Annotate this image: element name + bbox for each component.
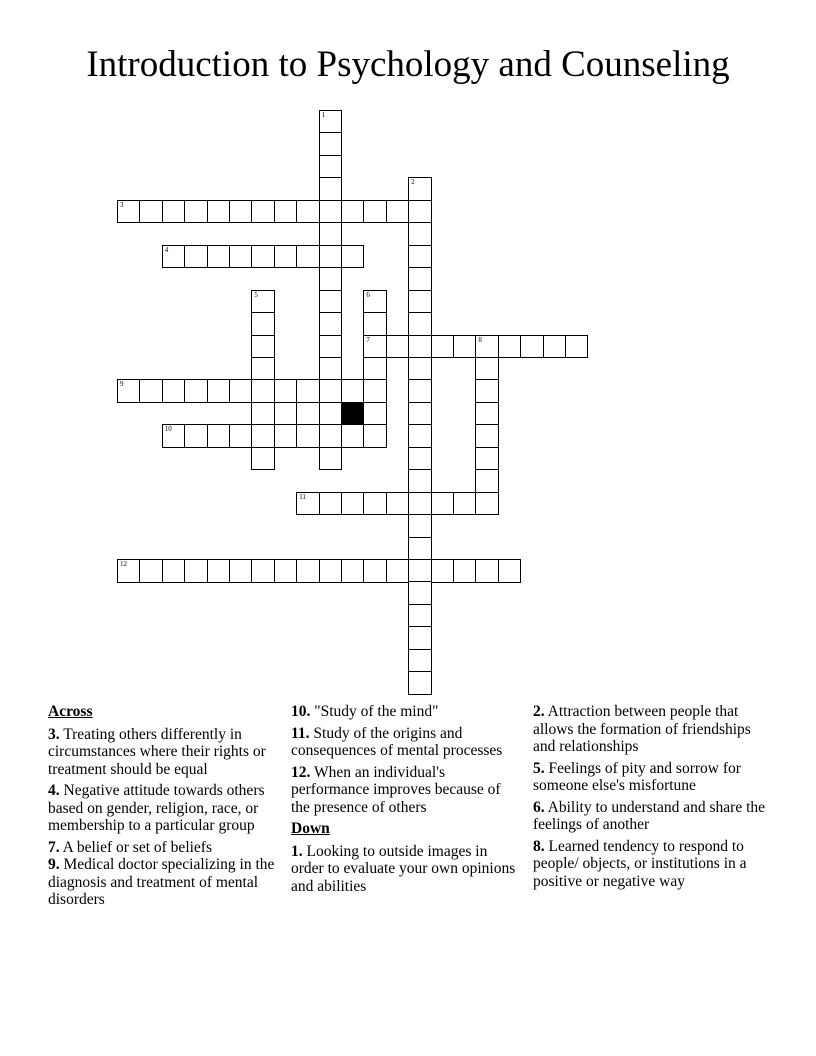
grid-cell[interactable] <box>184 245 207 269</box>
grid-cell[interactable] <box>251 312 274 336</box>
grid-cell[interactable] <box>319 222 342 246</box>
down-heading: Down <box>291 820 330 837</box>
grid-cell[interactable] <box>184 200 207 224</box>
grid-cell[interactable] <box>274 424 297 448</box>
grid-cell[interactable] <box>319 492 342 516</box>
grid-cell[interactable] <box>363 335 386 359</box>
clue-text: Study of the origins and consequences of mental processes <box>291 724 503 759</box>
across-clue-3 <box>48 726 284 779</box>
grid-cell[interactable] <box>229 379 252 403</box>
grid-cell[interactable] <box>296 379 319 403</box>
grid-cell[interactable] <box>319 424 342 448</box>
grid-cell[interactable] <box>319 200 342 224</box>
grid-cell[interactable] <box>408 245 431 269</box>
grid-cell[interactable] <box>453 559 476 583</box>
clue-number: 3. <box>48 725 60 743</box>
grid-cell[interactable] <box>520 335 543 359</box>
cell-number: 10 <box>164 425 172 434</box>
grid-cell[interactable] <box>475 492 498 516</box>
grid-cell[interactable] <box>319 155 342 179</box>
grid-cell[interactable] <box>251 290 274 314</box>
clue-number: 6. <box>533 798 545 816</box>
grid-cell[interactable] <box>341 492 364 516</box>
grid-cell[interactable] <box>117 200 140 224</box>
clue-number: 1. <box>291 842 303 860</box>
cell-number: 11 <box>299 492 306 501</box>
grid-cell[interactable] <box>408 312 431 336</box>
grid-cell[interactable] <box>408 604 431 628</box>
grid-cell[interactable] <box>117 379 140 403</box>
grid-cell[interactable] <box>498 559 521 583</box>
grid-cell[interactable] <box>207 379 230 403</box>
down-clue-8 <box>533 838 773 891</box>
grid-cell[interactable] <box>408 177 431 201</box>
cell-number: 9 <box>120 380 124 389</box>
clue-text: Medical doctor specializing in the diagnosis and treatment of mental disorders <box>48 856 275 908</box>
grid-cell[interactable] <box>319 267 342 291</box>
grid-cell[interactable] <box>475 424 498 448</box>
grid-cell[interactable] <box>408 559 431 583</box>
grid-cell[interactable] <box>319 402 342 426</box>
cell-number: 5 <box>254 290 258 299</box>
grid-cell[interactable] <box>453 492 476 516</box>
grid-cell[interactable] <box>475 469 498 493</box>
grid-cell[interactable] <box>251 424 274 448</box>
grid-cell[interactable] <box>543 335 566 359</box>
clue-text: Looking to outside images in order to evaluate your own opinions and abilities <box>291 842 516 895</box>
grid-cell[interactable] <box>274 402 297 426</box>
across-heading: Across <box>48 703 93 720</box>
grid-cell[interactable] <box>475 447 498 471</box>
grid-cell[interactable] <box>475 379 498 403</box>
grid-cell[interactable] <box>251 335 274 359</box>
grid-cell[interactable] <box>341 424 364 448</box>
grid-cell[interactable] <box>139 379 162 403</box>
grid-cell[interactable] <box>408 290 431 314</box>
grid-cell[interactable] <box>162 559 185 583</box>
cell-number: 4 <box>164 245 169 254</box>
clue-number: 9. <box>48 856 60 873</box>
grid-cell[interactable] <box>363 402 386 426</box>
grid-cell[interactable] <box>229 245 252 269</box>
clue-text: Learned tendency to respond to people/ objects, or institutions in a positive or negative way <box>533 837 747 890</box>
grid-cell[interactable] <box>363 424 386 448</box>
grid-cell[interactable] <box>251 357 274 381</box>
across-clue-12 <box>291 764 523 817</box>
clue-text: When an individual's performance improves because of the presence of others <box>291 763 501 816</box>
across-clue-9 <box>48 856 284 909</box>
grid-cell[interactable] <box>408 469 431 493</box>
grid-cell[interactable] <box>296 492 319 516</box>
grid-cell[interactable] <box>363 200 386 224</box>
grid-cell[interactable] <box>319 559 342 583</box>
grid-cell[interactable] <box>229 200 252 224</box>
clue-text: A belief or set of beliefs <box>59 838 212 856</box>
clue-number: 2. <box>533 703 545 720</box>
grid-cell[interactable] <box>319 110 342 134</box>
grid-cell[interactable] <box>274 200 297 224</box>
grid-cell[interactable] <box>162 200 185 224</box>
grid-cell[interactable] <box>363 357 386 381</box>
grid-cell[interactable] <box>319 290 342 314</box>
clue-text: Negative attitude towards others based on gender, religion, race, or membership to a particular group <box>48 782 265 834</box>
grid-cell[interactable] <box>296 424 319 448</box>
grid-cell[interactable] <box>408 424 431 448</box>
grid-cell[interactable] <box>408 402 431 426</box>
down-clue-1 <box>291 843 523 896</box>
grid-cell[interactable] <box>475 402 498 426</box>
cell-number: 6 <box>366 290 370 299</box>
grid-cell[interactable] <box>408 537 431 561</box>
grid-cell[interactable] <box>341 379 364 403</box>
grid-cell[interactable] <box>408 649 431 673</box>
grid-cell[interactable] <box>162 379 185 403</box>
grid-cell[interactable] <box>431 335 454 359</box>
grid-cell[interactable] <box>274 245 297 269</box>
clue-number: 4. <box>48 782 60 799</box>
clues-column-2 <box>291 703 523 899</box>
grid-cell[interactable] <box>207 424 230 448</box>
grid-cell[interactable] <box>363 492 386 516</box>
grid-cell[interactable] <box>207 559 230 583</box>
grid-cell[interactable] <box>475 335 498 359</box>
grid-cell[interactable] <box>386 492 409 516</box>
black-cell <box>341 402 364 426</box>
grid-cell[interactable] <box>408 671 431 695</box>
grid-cell[interactable] <box>251 447 274 471</box>
grid-cell[interactable] <box>296 200 319 224</box>
grid-cell[interactable] <box>139 200 162 224</box>
clue-text: Feelings of pity and sorrow for someone else's misfortune <box>533 759 741 794</box>
grid-cell[interactable] <box>363 379 386 403</box>
grid-cell[interactable] <box>319 245 342 269</box>
grid-cell[interactable] <box>408 200 431 224</box>
grid-cell[interactable] <box>341 245 364 269</box>
grid-cell[interactable] <box>162 424 185 448</box>
grid-cell[interactable] <box>207 200 230 224</box>
grid-cell[interactable] <box>341 200 364 224</box>
grid-cell[interactable] <box>296 245 319 269</box>
cell-number: 2 <box>411 178 415 187</box>
grid-cell[interactable] <box>319 357 342 381</box>
grid-cell[interactable] <box>408 447 431 471</box>
cell-number: 7 <box>366 335 370 344</box>
grid-cell[interactable] <box>274 379 297 403</box>
grid-cell[interactable] <box>408 626 431 650</box>
across-clue-11 <box>291 725 523 760</box>
grid-cell[interactable] <box>319 312 342 336</box>
grid-cell[interactable] <box>386 335 409 359</box>
down-clue-5 <box>533 760 773 795</box>
grid-cell[interactable] <box>475 559 498 583</box>
clue-text: Treating others differently in circumstances where their rights or treatment should be equal <box>48 725 266 778</box>
clue-number: 7. <box>48 838 60 856</box>
grid-cell[interactable] <box>363 559 386 583</box>
across-clue-10 <box>291 703 523 721</box>
grid-cell[interactable] <box>475 357 498 381</box>
grid-cell[interactable] <box>363 290 386 314</box>
grid-cell[interactable] <box>408 357 431 381</box>
grid-cell[interactable] <box>386 200 409 224</box>
grid-cell[interactable] <box>162 245 185 269</box>
grid-cell[interactable] <box>341 559 364 583</box>
grid-cell[interactable] <box>408 335 431 359</box>
grid-cell[interactable] <box>251 379 274 403</box>
grid-cell[interactable] <box>408 379 431 403</box>
cell-number: 12 <box>120 560 127 568</box>
clue-text: Ability to understand and share the feelings of another <box>533 798 766 833</box>
clue-number: 10. <box>291 703 311 720</box>
grid-cell[interactable] <box>408 492 431 516</box>
grid-cell[interactable] <box>408 581 431 605</box>
clue-text: "Study of the mind" <box>310 703 439 720</box>
grid-cell[interactable] <box>296 402 319 426</box>
grid-cell[interactable] <box>229 424 252 448</box>
across-clue-7 <box>48 839 284 857</box>
grid-cell[interactable] <box>139 559 162 583</box>
grid-cell[interactable] <box>319 177 342 201</box>
grid-cell[interactable] <box>431 559 454 583</box>
page-title: Introduction to Psychology and Counseling <box>86 44 730 85</box>
cell-number: 1 <box>321 111 326 119</box>
cell-number: 8 <box>478 335 482 344</box>
clue-number: 12. <box>291 763 311 781</box>
grid-cell[interactable] <box>296 559 319 583</box>
grid-cell[interactable] <box>117 559 140 583</box>
grid-cell[interactable] <box>184 424 207 448</box>
grid-cell[interactable] <box>251 559 274 583</box>
grid-cell[interactable] <box>453 335 476 359</box>
grid-cell[interactable] <box>184 379 207 403</box>
clue-number: 5. <box>533 759 545 777</box>
clue-number: 11. <box>291 724 310 742</box>
grid-cell[interactable] <box>408 222 431 246</box>
down-clue-2 <box>533 703 773 756</box>
clues-column-3 <box>533 703 773 894</box>
grid-cell[interactable] <box>251 402 274 426</box>
grid-cell[interactable] <box>319 132 342 156</box>
grid-cell[interactable] <box>408 267 431 291</box>
grid-cell[interactable] <box>386 559 409 583</box>
grid-cell[interactable] <box>184 559 207 583</box>
clue-number: 8. <box>533 837 545 855</box>
across-clue-4 <box>48 782 284 835</box>
grid-cell[interactable] <box>319 335 342 359</box>
clues-column-1 <box>48 703 284 913</box>
grid-cell[interactable] <box>251 200 274 224</box>
grid-cell[interactable] <box>498 335 521 359</box>
grid-cell[interactable] <box>251 245 274 269</box>
grid-cell[interactable] <box>319 447 342 471</box>
down-clue-6 <box>533 799 773 834</box>
clue-text: Attraction between people that allows the formation of friendships and relationships <box>533 703 751 755</box>
grid-cell[interactable] <box>229 559 252 583</box>
grid-cell[interactable] <box>431 492 454 516</box>
grid-cell[interactable] <box>363 312 386 336</box>
grid-cell[interactable] <box>319 379 342 403</box>
cell-number: 3 <box>120 200 124 209</box>
grid-cell[interactable] <box>565 335 588 359</box>
grid-cell[interactable] <box>408 514 431 538</box>
grid-cell[interactable] <box>274 559 297 583</box>
grid-cell[interactable] <box>207 245 230 269</box>
